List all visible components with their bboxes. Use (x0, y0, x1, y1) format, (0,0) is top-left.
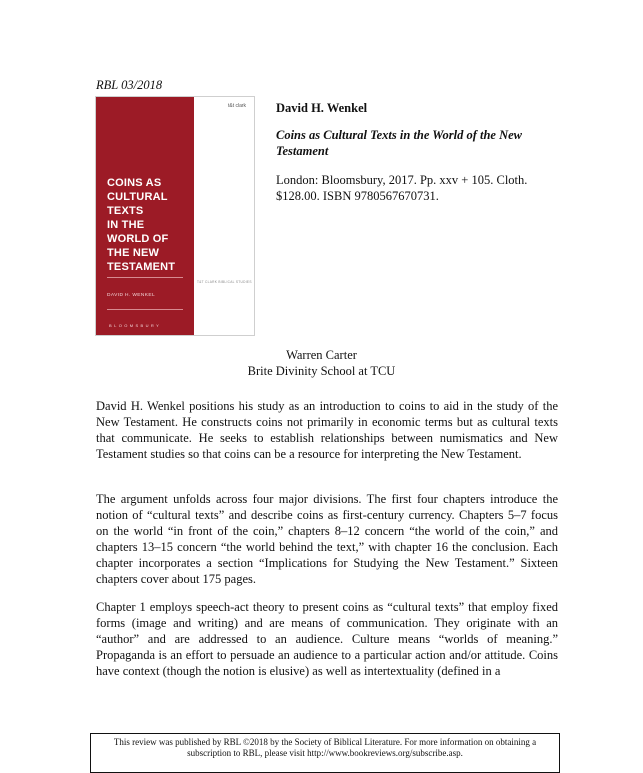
body-paragraph: The argument unfolds across four major divisions. The first four chapters introduce the notion of “cultural texts” and describe coins as first-century currency. Chapters 5–7 focus on the world “in front of the coin,” chapters 8–12 concern “the world of the coin,” and chapters 13–15 concern “the world behind the text,” with chapter 16 the conclusion. Each chapter incorporates a section “Implications for Studying the New Testament.” Sixteen chapters cover about 175 pages. (96, 492, 558, 586)
reviewer-name: Warren Carter (286, 348, 357, 362)
journal-issue-ref: RBL 03/2018 (96, 78, 163, 92)
cover-rule (107, 309, 183, 310)
body-paragraph: David H. Wenkel positions his study as an introduction to coins to aid in the study of the New Testament. He constructs coins not primarily in economic terms but as cultural texts that communicate. He seeks to establish relationships between numismatics and New Testament studies so that coins can be a resource for interpreting the New Testament. (96, 399, 558, 461)
book-title: Coins as Cultural Texts in the World of the New Testament (276, 128, 523, 158)
reviewer-institution: Brite Divinity School at TCU (247, 364, 396, 378)
cover-imprint: BLOOMSBURY (109, 323, 162, 328)
copyright-footer: This review was published by RBL ©2018 by the Society of Biblical Literature. For more information on obtaining a subscription to RBL, please visit http://www.bookreviews.org/subscribe.asp. (90, 733, 560, 773)
cover-publisher-mark: t&t clark (228, 103, 247, 109)
cover-rule (107, 277, 183, 278)
body-paragraph: Chapter 1 employs speech-act theory to present coins as “cultural texts” that employ fixed forms (image and writing) and are means of communication. They originate with an “author” and are addressed to an audience. Culture means “worlds of meaning.” Propaganda is an effort to persuade an audience to a particular action and/or attitude. Coins have context (though the notion is elusive) as well as intertextuality (defined in a (96, 600, 558, 678)
cover-title: COINS AS CULTURAL TEXTS IN THE WORLD OF THE NEW TESTAMENT (107, 177, 176, 273)
book-publication-info: London: Bloomsbury, 2017. Pp. xxv + 105. Cloth. $128.00. ISBN 9780567670731. (276, 173, 528, 203)
cover-author: DAVID H. WENKEL (107, 293, 156, 298)
book-author: David H. Wenkel (276, 101, 368, 115)
cover-series: T&T CLARK BIBLICAL STUDIES (197, 280, 252, 284)
book-cover-image (95, 96, 255, 336)
